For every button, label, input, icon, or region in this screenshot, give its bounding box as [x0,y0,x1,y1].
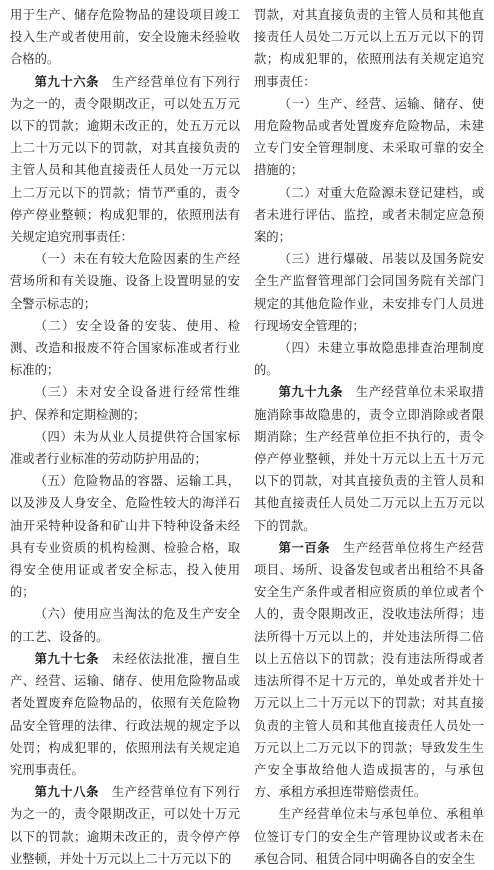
list-item: （五）危险物品的容器、运输工具，以及涉及人身安全、危险性较大的海洋石油开采特种设备和矿山井下特种设备未经具有专业资质的机构检测、检验合格，取得安全使用证或者安全标志，投入使用的； [10,474,240,600]
article-100 [254,537,484,803]
list-item: （四）未为从业人员提供符合国家标准或者行业标准的劳动防护用品的； [10,429,240,467]
list-item: （一）未在有较大危险因素的生产经营场所和有关设施、设备上设置明显的安全警示标志的； [10,252,240,311]
article-text: 生产经营单位有下列行为之一的，责令限期改正，可以处十万元以下的罚款；逾期未改正的，责令停产停业整顿，并处十万元以上二十万元以下的 [10,785,240,866]
list-item: （二）安全设备的安装、使用、检测、改造和报废不符合国家标准或者行业标准的； [10,318,240,378]
paragraph-continued: 用于生产、储存危险物品的建设项目竣工投入生产或者使用前，安全设施未经验收合格的。 [10,8,240,67]
list-item: （二）对重大危险源未登记建档，或者未进行评估、监控，或者未制定应急预案的； [254,185,484,245]
list-item: （一）生产、经营、运输、储存、使用危险物品或者处置废弃危险物品，未建立专门安全管理制度、未采取可靠的安全措施的； [254,96,484,178]
article-number: 第九十七条 [34,651,99,666]
article-98 [10,781,240,870]
two-column-layout [10,4,484,870]
article-97 [10,648,240,781]
list-item: （三）进行爆破、吊装以及国务院安全生产监督管理部门会同国务院有关部门规定的其他危险作业，未安排专门人员进行现场安全管理的； [254,252,484,333]
list-item: （三）未对安全设备进行经常性维护、保养和定期检测的； [10,385,240,422]
article-100-paragraph-2: 生产经营单位未与承包单位、承租单位签订专门的安全生产管理协议或者未在承包合同、租赁合同中明确各自的安全生 [254,807,484,866]
article-number: 第一百条 [278,540,331,555]
list-item: （四）未建立事故隐患排查治理制度的。 [254,341,484,378]
article-text: 生产经营单位未采取措施消除事故隐患的，责令立即消除或者限期消除；生产经营单位拒不执行的，责令停产停业整顿，并处十万元以上五十万元以下的罚款，对其直接负责的主管人员和其他直接责任人员处二万元以上五万元以下的罚款。 [254,385,484,533]
article-99 [254,381,484,536]
article-text: 生产经营单位将生产经营项目、场所、设备发包或者出租给不具备安全生产条件或者相应资质的单位或者个人的，责令限期改正，没收违法所得；违法所得十万元以上的，并处违法所得二倍以上五倍以下的罚款；没有违法所得或者违法所得不足十万元的，单处或者并处十万元以上二十万元以下的罚款；对其直接负责的主管人员和其他直接责任人员处一万元以上二万元以下的罚款；导致发生生产安全事故给他人造成损害的，与承包方、承租方承担连带赔偿责任。 [254,540,484,800]
article-number: 第九十六条 [34,74,99,89]
left-column [10,4,240,870]
right-column [254,4,484,870]
article-number: 第九十九条 [278,385,343,400]
article-text: 生产经营单位有下列行为之一的，责令限期改正，可以处五万元以下的罚款；逾期未改正的，处五万元以上二十万元以下的罚款，对其直接负责的主管人员和其他直接责任人员处一万元以上二万元以下的罚款；情节严重的，责令停产停业整顿；构成犯罪的，依照刑法有关规定追究刑事责任： [10,74,240,245]
article-number: 第九十八条 [34,785,99,800]
article-text: 未经依法批准，擅自生产、经营、运输、储存、使用危险物品或者处置废弃危险物品的，依照有关危险物品安全管理的法律、行政法规的规定予以处罚；构成犯罪的，依照刑法有关规定追究刑事责任。 [10,651,240,777]
article-96 [10,71,240,249]
list-item: （六）使用应当淘汰的危及生产安全的工艺、设备的。 [10,607,240,644]
paragraph-continued: 罚款，对其直接负责的主管人员和其他直接责任人员处二万元以上五万元以下的罚款；构成犯罪的，依照刑法有关规定追究刑事责任： [254,8,484,89]
